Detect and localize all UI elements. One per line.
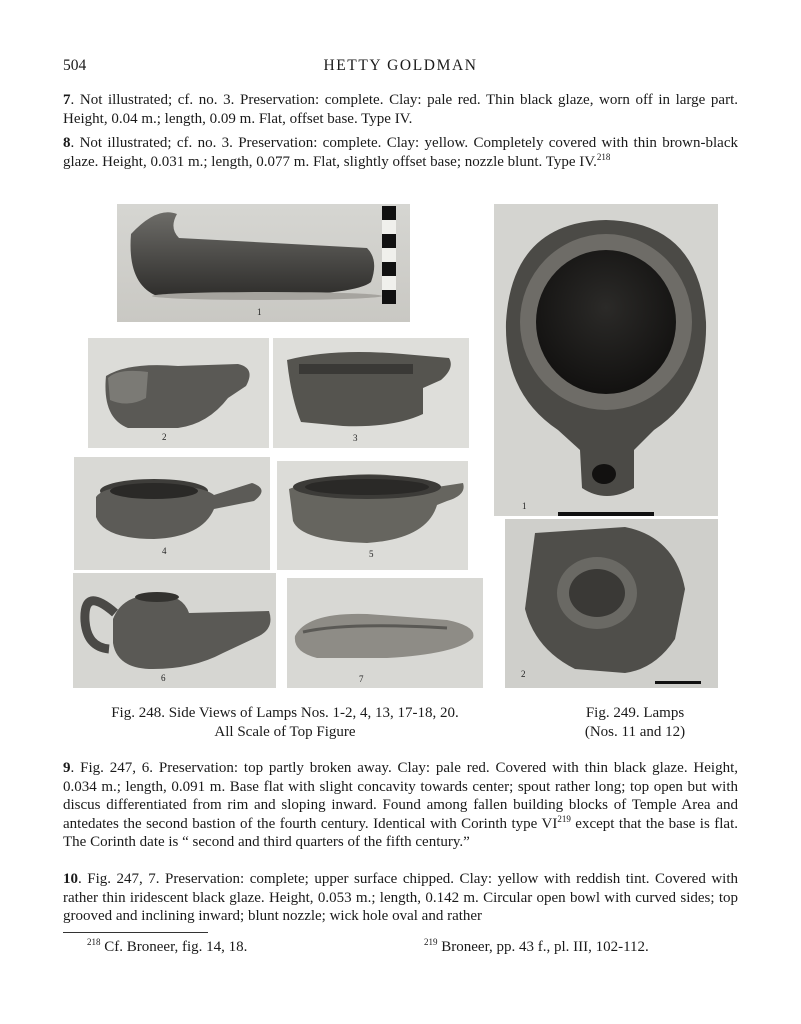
photo-label: 6 (161, 673, 166, 683)
fig249-photo-2 (505, 519, 718, 688)
running-title: HETTY GOLDMAN (323, 57, 478, 74)
page-number: 504 (63, 57, 87, 74)
footnote-ref: 218 (596, 151, 611, 162)
caption-line: All Scale of Top Figure (214, 723, 356, 740)
footnote-number: 219 (424, 937, 438, 947)
running-header (63, 57, 738, 77)
footnote-number: 218 (87, 937, 101, 947)
photo-label: 1 (522, 501, 527, 511)
footnote-rule (63, 932, 208, 933)
entry-8 (63, 134, 738, 171)
entry-9 (63, 759, 738, 852)
fig248-photo-1 (117, 204, 410, 322)
entry-text: . Fig. 247, 6. Preservation: top partly broken away. Clay: pale red. Covered with thin black glaze. Height, 0.034 m.; length, 0.091 m. Base flat with slight concavity towards center; spout rather long; top open but with discus differentiated from rim and sloping inward. Found among fallen building blocks of Temple Area and antedates the second bastion of the fourth century. Identical with Corinth type VI (63, 760, 738, 832)
entry-number: 10 (63, 871, 78, 887)
photo-label: 2 (162, 432, 167, 442)
photo-label: 4 (162, 546, 167, 556)
entry-text-cont: except that the base is flat. The Corinth date is “ second and third quarters of the fifth century.” (63, 815, 738, 850)
photo-label: 2 (521, 669, 526, 679)
fig248-photo-7 (287, 578, 483, 688)
photo-label: 5 (369, 549, 374, 559)
fig248-photo-5 (277, 461, 468, 570)
entry-10 (63, 870, 738, 926)
entry-text: . Not illustrated; cf. no. 3. Preservation: complete. Clay: pale red. Thin black glaze, worn off in large part. Height, 0.04 m.; length, 0.09 m. Flat, offset base. Type IV. (63, 92, 738, 127)
fig249-photo-1 (494, 204, 718, 516)
photo-label: 3 (353, 433, 358, 443)
fig249-caption (530, 704, 740, 741)
entry-7 (63, 91, 738, 128)
caption-line: Fig. 249. Lamps (585, 705, 685, 721)
fig248-photo-3 (273, 338, 469, 448)
footnote-text: Broneer, pp. 43 f., pl. III, 102-112. (437, 939, 649, 955)
fig248-caption (75, 704, 495, 741)
photo-label: 7 (359, 674, 364, 684)
footnote-text: Cf. Broneer, fig. 14, 18. (100, 939, 248, 955)
entry-text: . Not illustrated; cf. no. 3. Preservation: complete. Clay: yellow. Completely covered with thin brown-black glaze. Height, 0.031 m.; length, 0.077 m. Flat, slightly offset base; nozzle blunt. Type IV. (63, 135, 738, 170)
footnote-219 (424, 939, 649, 956)
caption-line: (Nos. 11 and 12) (584, 723, 686, 740)
entry-number: 8 (63, 135, 71, 151)
entry-text: . Fig. 247, 7. Preservation: complete; upper surface chipped. Clay: yellow with reddish tint. Covered with rather thin iridescent black glaze. Height, 0.053 m.; length, 0.142 m. Circular open bowl with curved sides; top grooved and inclining inward; blunt nozzle; wick hole oval and rather (63, 871, 738, 924)
fig248-photo-2 (88, 338, 269, 448)
fig248-photo-4 (74, 457, 270, 570)
entry-number: 7 (63, 92, 71, 108)
caption-line: Fig. 248. Side Views of Lamps Nos. 1-2, 4, 13, 17-18, 20. (111, 705, 459, 721)
photo-label: 1 (257, 307, 262, 317)
entry-number: 9 (63, 760, 71, 776)
footnote-ref: 219 (557, 813, 571, 824)
fig248-photo-6 (73, 573, 276, 688)
footnote-218 (87, 939, 247, 956)
